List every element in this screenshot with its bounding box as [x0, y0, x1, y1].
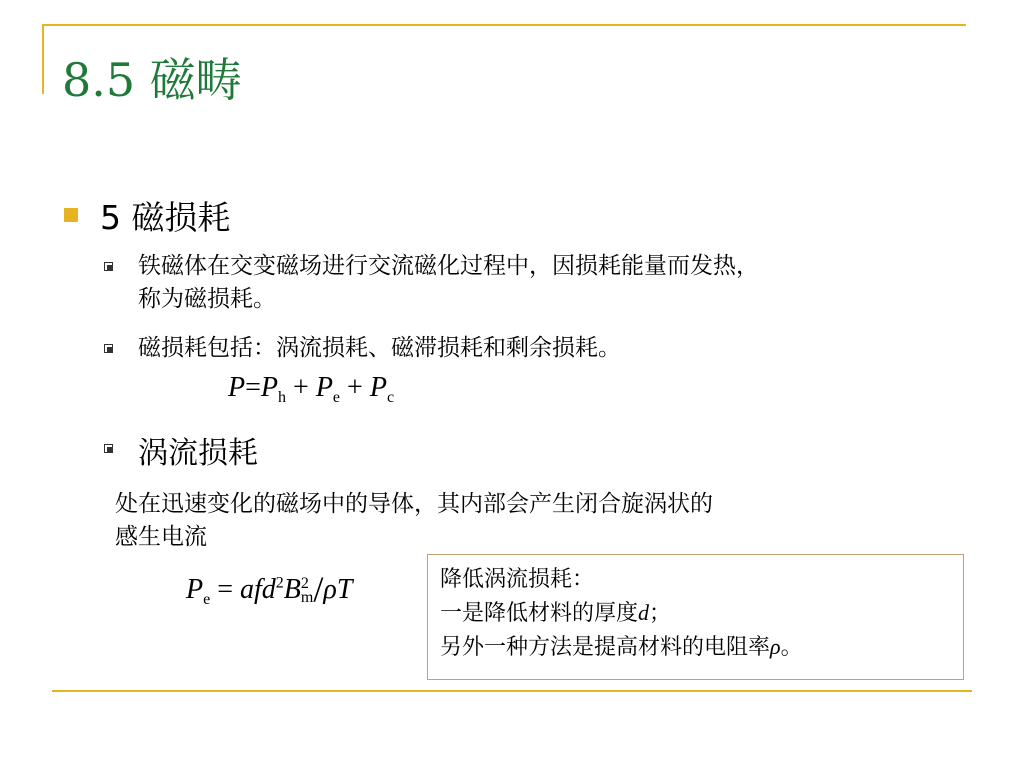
formula-symbol: P: [228, 372, 246, 403]
list-item-line: 磁损耗包括：涡流损耗、磁滞损耗和剩余损耗。: [138, 335, 621, 361]
eddy-loss-formula: [186, 568, 352, 610]
formula-subscript: h: [278, 389, 287, 406]
formula-symbol: T: [336, 574, 353, 605]
note-box: [427, 554, 964, 680]
section-heading: 5 磁损耗: [100, 198, 231, 237]
formula-subscript: e: [332, 389, 341, 406]
definition-text: [115, 488, 935, 554]
top-divider: [42, 24, 966, 26]
formula-subscript: m: [300, 589, 314, 606]
formula-symbol: a: [240, 574, 255, 605]
formula-operator: +: [347, 372, 363, 403]
formula-symbol: P: [186, 574, 204, 605]
bottom-divider: [52, 690, 972, 692]
formula-superscript: 2: [300, 575, 309, 592]
list-item: [138, 250, 759, 316]
list-item: [138, 332, 621, 365]
definition-line: 感生电流: [115, 524, 207, 550]
note-punct: ；: [649, 601, 672, 626]
list-item-line: 称为磁损耗。: [138, 286, 276, 312]
note-text: 一是降低材料的厚度: [440, 601, 639, 626]
note-line: [440, 630, 951, 664]
subheading: 涡流损耗: [138, 436, 258, 471]
formula-symbol: f: [254, 574, 262, 605]
formula-equals: =: [245, 372, 261, 403]
formula-symbol: P: [369, 372, 387, 403]
note-line: [440, 596, 951, 630]
formula-symbol: ρ: [323, 574, 337, 605]
formula-divider: /: [313, 569, 324, 609]
formula-scripts: [301, 577, 313, 605]
title-side-rule: [42, 24, 44, 94]
list-item-line: 铁磁体在交变磁场进行交流磁化过程中，因损耗能量而发热，: [138, 253, 759, 279]
note-line: 降低涡流损耗：: [440, 567, 595, 592]
note-variable: d: [638, 600, 650, 625]
checkbox-bullet-icon: [104, 344, 113, 353]
definition-line: 处在迅速变化的磁场中的导体，其内部会产生闭合旋涡状的: [115, 491, 713, 517]
formula-symbol: d: [261, 574, 276, 605]
note-text: 另外一种方法是提高材料的电阻率: [440, 635, 771, 660]
formula-subscript: c: [386, 389, 395, 406]
note-variable: ρ: [770, 634, 781, 659]
formula-symbol: P: [260, 372, 279, 403]
checkbox-bullet-icon: [104, 444, 113, 453]
total-loss-formula: [228, 372, 394, 407]
formula-operator: +: [293, 372, 309, 403]
square-bullet-icon: [64, 208, 78, 222]
formula-subscript: e: [203, 591, 211, 608]
checkbox-bullet-icon: [104, 262, 113, 271]
formula-symbol: P: [315, 372, 333, 403]
slide-title: 8.5 磁畴: [62, 53, 242, 107]
formula-equals: =: [217, 574, 234, 605]
note-punct: 。: [780, 635, 803, 660]
formula-symbol: B: [283, 574, 301, 605]
formula-superscript: 2: [275, 574, 284, 592]
